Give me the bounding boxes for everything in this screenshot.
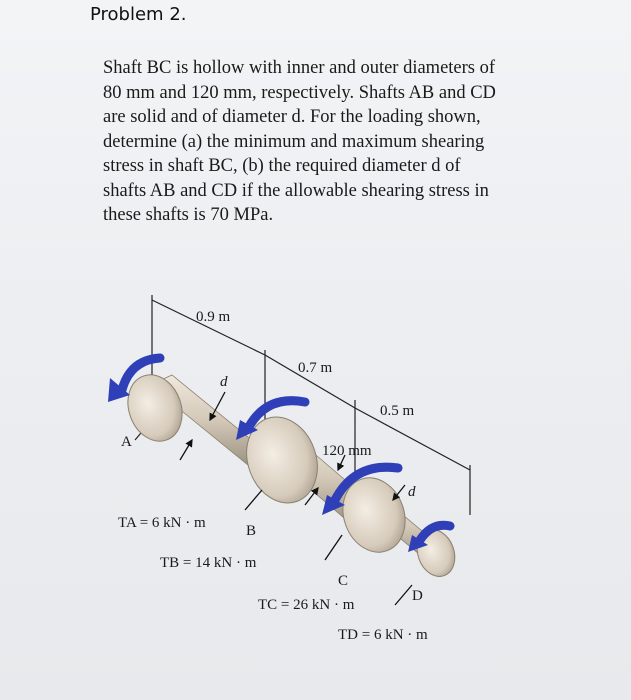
problem-line-6: shafts AB and CD if the allowable shearing stress in	[103, 180, 489, 201]
leader-d	[395, 585, 412, 605]
label-120mm: 120 mm	[322, 443, 372, 459]
problem-line-5: stress in shaft BC, (b) the required diameter d of	[103, 156, 461, 176]
problem-line-4: determine (a) the minimum and maximum shearing	[103, 131, 485, 152]
dim-bc-label: 0.7 m	[298, 360, 333, 376]
problem-line-2: 80 mm and 120 mm, respectively. Shafts AB and CD	[103, 82, 496, 103]
torque-c-label: TC = 26 kN · m	[258, 597, 355, 613]
torque-a-label: TA = 6 kN · m	[118, 515, 206, 531]
point-b-label: B	[246, 523, 257, 539]
problem-title: Problem 2.	[90, 4, 187, 25]
point-c-label: C	[338, 573, 349, 589]
problem-line-3: are solid and of diameter d. For the loading shown,	[103, 107, 481, 127]
dim-cd-label: 0.5 m	[380, 403, 415, 419]
leader-b	[245, 490, 262, 510]
problem-line-1: Shaft BC is hollow with inner and outer diameters of	[103, 58, 496, 78]
dim-ab-label: 0.9 m	[196, 309, 231, 325]
point-d-label: D	[412, 588, 423, 604]
torque-b-label: TB = 14 kN · m	[160, 555, 257, 571]
problem-line-7: these shafts is 70 MPa.	[103, 205, 274, 225]
leader-c	[325, 535, 342, 560]
leader-d-left-lower	[180, 440, 192, 460]
d-label-left: d	[220, 374, 228, 390]
point-a-label: A	[121, 434, 132, 450]
torque-d-label: TD = 6 kN · m	[338, 627, 428, 643]
d-label-right: d	[408, 484, 416, 500]
